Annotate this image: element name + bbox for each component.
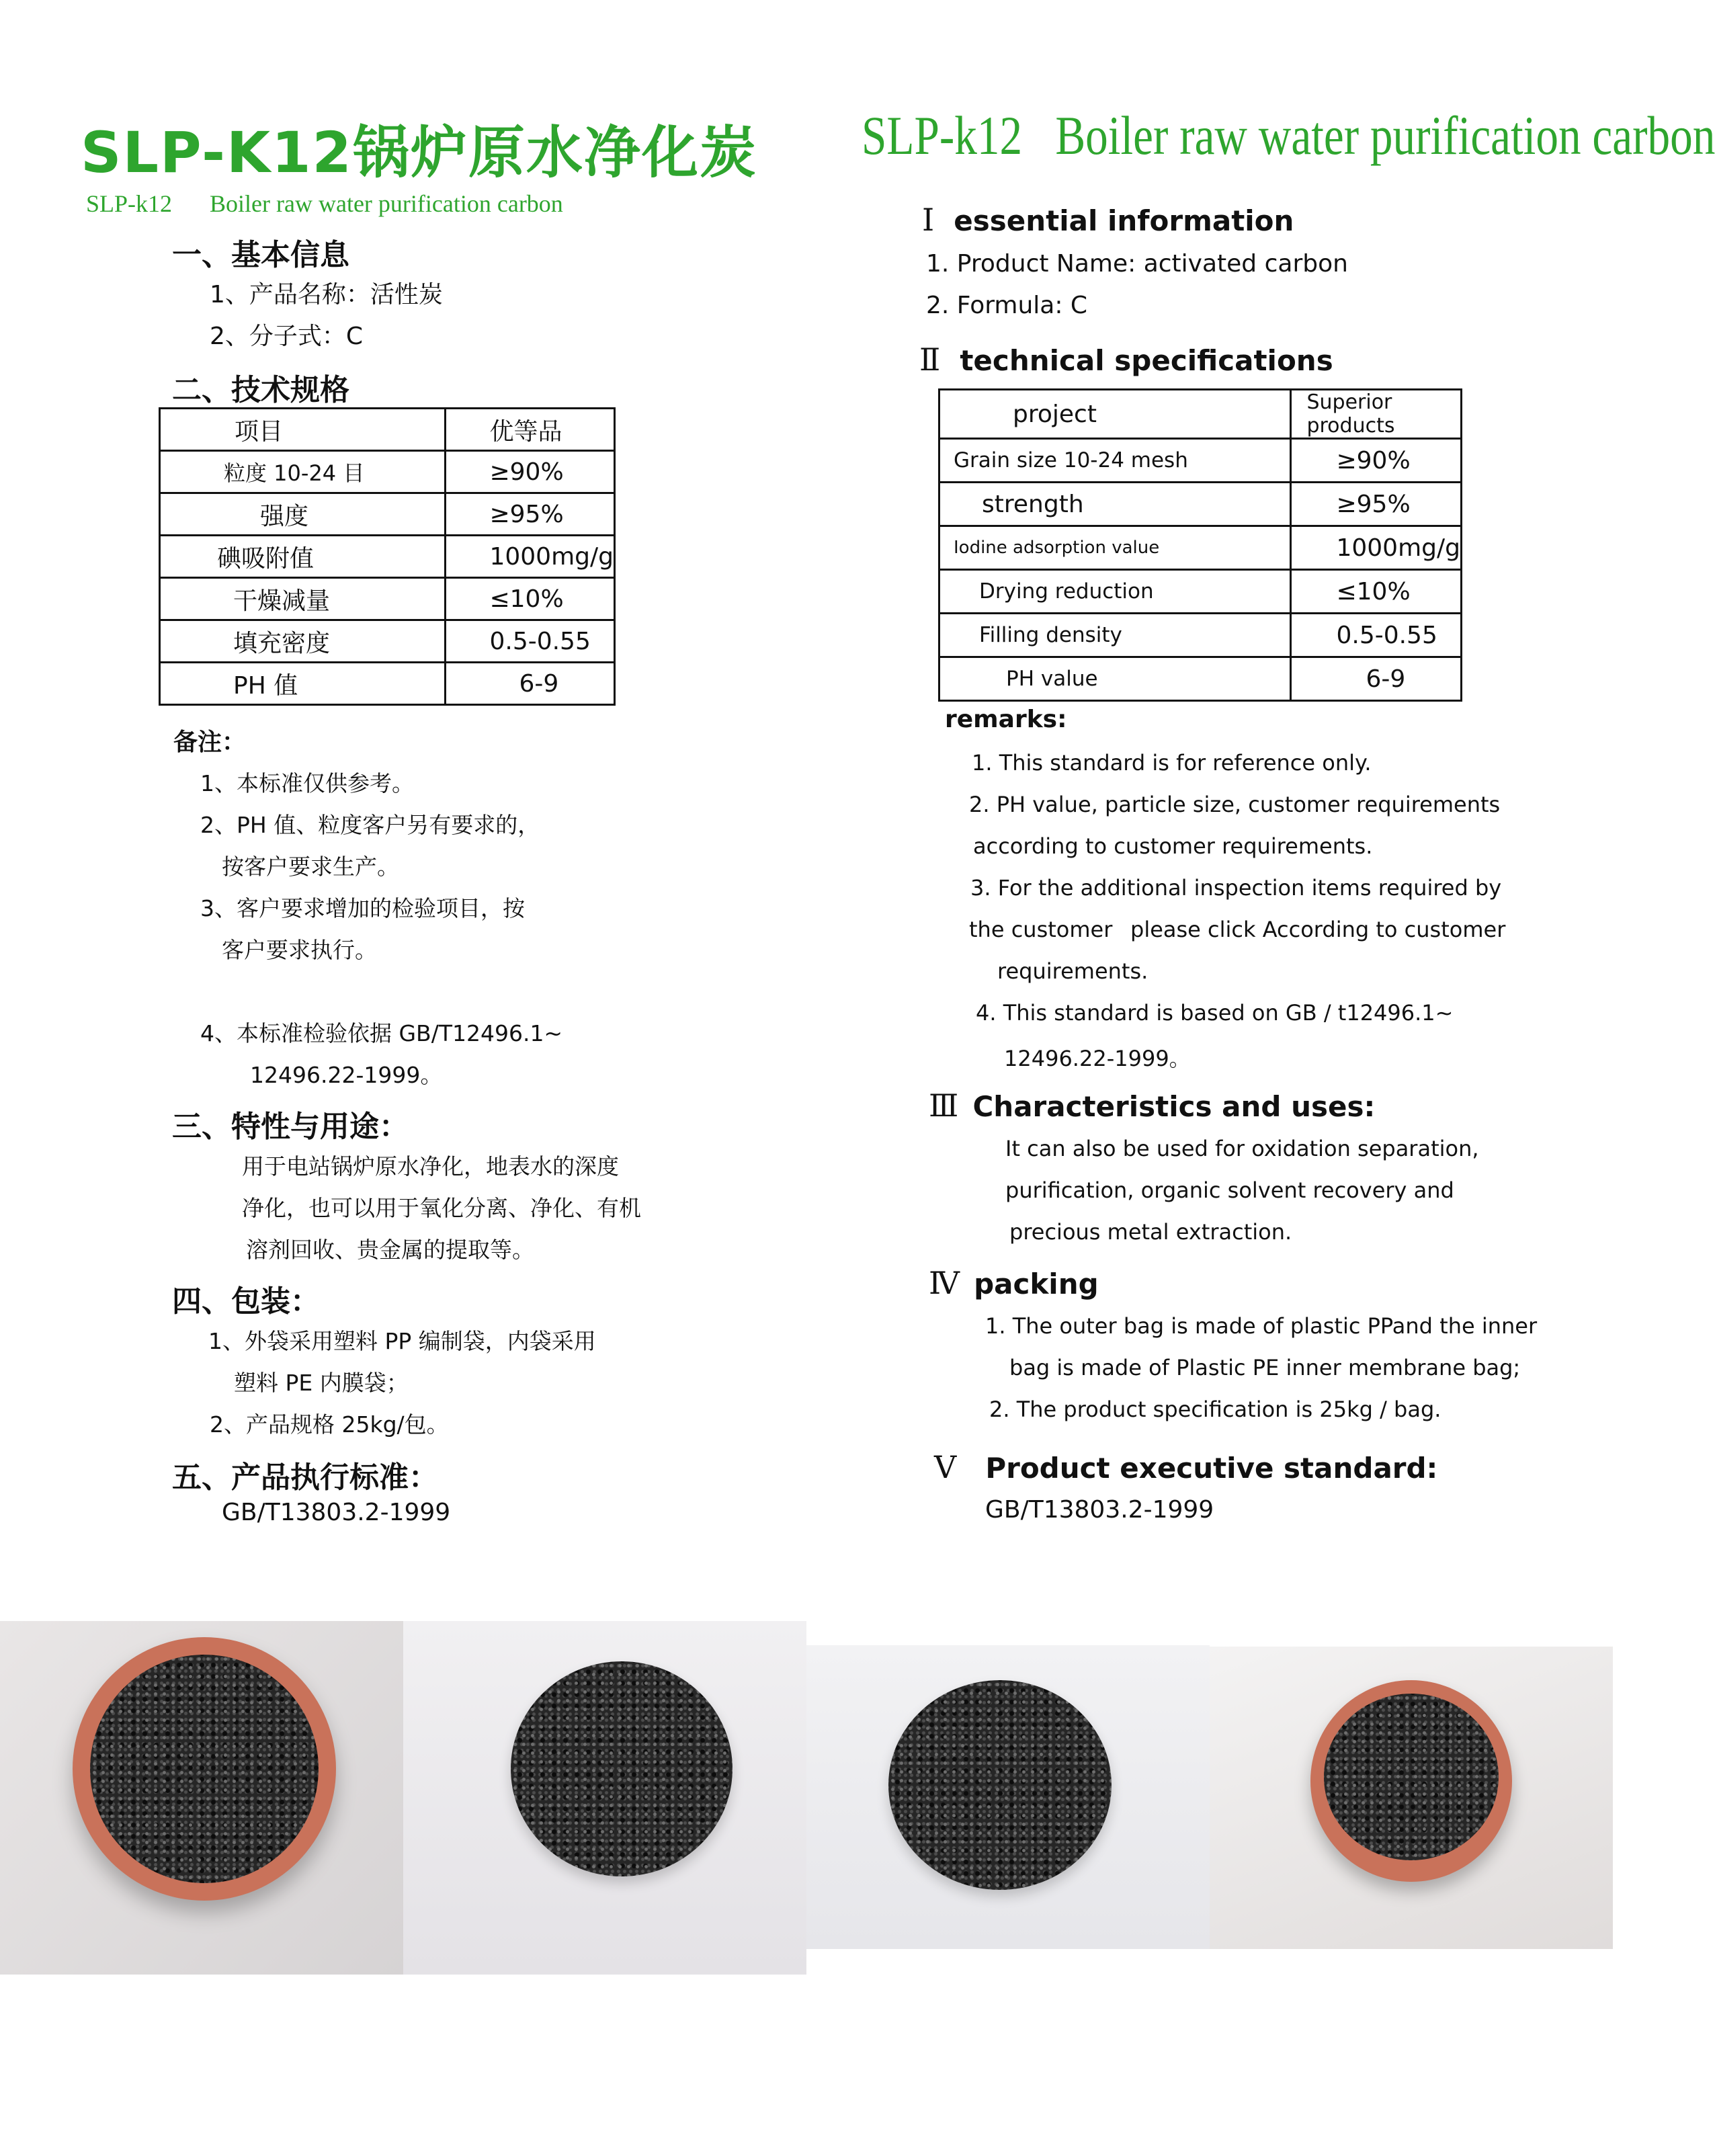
roman-numeral: Ⅴ xyxy=(934,1450,957,1485)
table-cell: 6-9 xyxy=(1291,657,1462,701)
table-row xyxy=(160,493,615,536)
table-row xyxy=(939,526,1462,570)
carbon-granules xyxy=(1324,1694,1499,1860)
table-cell: ≥95% xyxy=(446,493,615,536)
cn-s4-heading: 四、包装： xyxy=(172,1284,320,1319)
cn-subtitle-code: SLP-k12 xyxy=(86,190,173,217)
cn-remark-line: 4、本标准检验依据 GB/T12496.1~ xyxy=(200,1020,563,1046)
en-s1-heading: essential information xyxy=(954,204,1294,237)
en-remark-line: requirements. xyxy=(997,958,1148,984)
table-cell: project xyxy=(939,390,1291,439)
roman-numeral: Ⅲ xyxy=(929,1089,959,1123)
table-cell: 1000mg/g xyxy=(1291,526,1462,570)
en-s3-heading: Characteristics and uses: xyxy=(972,1090,1376,1123)
cn-s1-item: 2、分子式：C xyxy=(210,323,364,350)
en-title xyxy=(862,104,1715,167)
table-cell: 填充密度 xyxy=(160,620,446,663)
table-cell: ≤10% xyxy=(1291,570,1462,614)
table-row xyxy=(939,439,1462,483)
table-cell: ≥90% xyxy=(1291,439,1462,483)
en-s4-header xyxy=(929,1265,1099,1301)
table-cell: 0.5-0.55 xyxy=(446,620,615,663)
table-row xyxy=(939,390,1462,439)
en-remarks-heading: remarks: xyxy=(945,706,1067,733)
en-s1-header xyxy=(922,202,1294,238)
table-cell: Filling density xyxy=(939,614,1291,657)
table-cell: Grain size 10-24 mesh xyxy=(939,439,1291,483)
carbon-granules xyxy=(511,1661,733,1876)
roman-numeral: Ⅱ xyxy=(919,343,941,377)
en-s4-line: 1. The outer bag is made of plastic PPand the inner xyxy=(985,1313,1538,1339)
cn-spec-table xyxy=(159,407,616,706)
table-row xyxy=(160,451,615,493)
carbon-granules xyxy=(888,1680,1112,1890)
table-cell: 优等品 xyxy=(446,409,615,451)
en-remark-line: 4. This standard is based on GB / t12496.1~ xyxy=(976,1000,1454,1026)
cn-subtitle xyxy=(86,190,563,218)
cn-s3-line: 净化，也可以用于氧化分离、净化、有机 xyxy=(242,1195,641,1221)
table-cell: Superior products xyxy=(1291,390,1462,439)
table-cell: 1000mg/g xyxy=(446,536,615,578)
cn-s3-heading: 三、特性与用途： xyxy=(172,1110,409,1144)
en-s3-line: It can also be used for oxidation separation, xyxy=(1005,1136,1479,1161)
en-title-code: SLP-k12 xyxy=(862,105,1023,166)
table-row xyxy=(939,570,1462,614)
table-row xyxy=(160,409,615,451)
en-remark-line: the customer xyxy=(969,917,1113,942)
en-s1-item: 1. Product Name: activated carbon xyxy=(926,250,1348,278)
en-remark-line: 12496.22-1999。 xyxy=(1004,1046,1191,1071)
en-s1-item: 2. Formula: C xyxy=(926,292,1088,319)
en-s5-heading: Product executive standard: xyxy=(985,1452,1438,1485)
en-s4-line: bag is made of Plastic PE inner membrane bag; xyxy=(1009,1355,1521,1380)
table-cell: 6-9 xyxy=(446,663,615,705)
table-cell: 碘吸附值 xyxy=(160,536,446,578)
en-remark-line: please click According to customer xyxy=(1130,917,1506,942)
roman-numeral: Ⅰ xyxy=(922,203,935,237)
cn-title: SLP-K12锅炉原水净化炭 xyxy=(81,120,757,185)
carbon-granules xyxy=(90,1655,319,1883)
cn-s1-item: 1、产品名称：活性炭 xyxy=(210,281,443,308)
cn-s3-line: 用于电站锅炉原水净化，地表水的深度 xyxy=(242,1153,619,1179)
product-photo-pile xyxy=(403,1621,806,1975)
cn-s1-heading: 一、基本信息 xyxy=(172,238,349,272)
table-row xyxy=(160,578,615,620)
table-cell: 项目 xyxy=(160,409,446,451)
en-remark-line: 3. For the additional inspection items required by xyxy=(970,875,1502,901)
en-s5-value: GB/T13803.2-1999 xyxy=(985,1496,1214,1524)
cn-s5-heading: 五、产品执行标准： xyxy=(172,1460,438,1495)
en-title-text: Boiler raw water purification carbon xyxy=(1055,105,1715,166)
table-cell: ≤10% xyxy=(446,578,615,620)
en-s5-header xyxy=(934,1449,1437,1485)
cn-subtitle-text: Boiler raw water purification carbon xyxy=(210,190,563,217)
cn-remark-line: 3、客户要求增加的检验项目，按 xyxy=(200,895,525,921)
table-cell: ≥90% xyxy=(446,451,615,493)
en-s3-header xyxy=(929,1087,1375,1124)
en-remark-line: 2. PH value, particle size, customer requirements xyxy=(969,792,1501,817)
table-cell: 粒度 10-24 目 xyxy=(160,451,446,493)
en-s3-line: purification, organic solvent recovery and xyxy=(1005,1177,1454,1203)
cn-s2-heading: 二、技术规格 xyxy=(172,373,349,407)
table-row xyxy=(939,614,1462,657)
en-s2-heading: technical specifications xyxy=(960,344,1333,377)
product-photo-bowl xyxy=(1210,1647,1613,1949)
en-s3-line: precious metal extraction. xyxy=(1009,1219,1292,1245)
cn-remark-line: 2、PH 值、粒度客户另有要求的， xyxy=(200,812,540,838)
cn-remark-line: 12496.22-1999。 xyxy=(250,1062,443,1088)
table-row xyxy=(160,663,615,705)
table-cell: Iodine adsorption value xyxy=(939,526,1291,570)
cn-s3-line: 溶剂回收、贵金属的提取等。 xyxy=(246,1237,534,1263)
table-cell: 0.5-0.55 xyxy=(1291,614,1462,657)
table-row xyxy=(939,657,1462,701)
en-s4-line: 2. The product specification is 25kg / bag. xyxy=(989,1397,1441,1422)
roman-numeral: Ⅳ xyxy=(929,1266,960,1300)
table-row xyxy=(160,620,615,663)
product-photo-pile xyxy=(806,1645,1210,1949)
table-cell: ≥95% xyxy=(1291,483,1462,526)
table-cell: 强度 xyxy=(160,493,446,536)
en-s2-header xyxy=(919,341,1333,378)
table-cell: Drying reduction xyxy=(939,570,1291,614)
table-cell: strength xyxy=(939,483,1291,526)
cn-s4-line: 2、产品规格 25kg/包。 xyxy=(210,1411,449,1438)
table-row xyxy=(160,536,615,578)
cn-s4-line: 塑料 PE 内膜袋； xyxy=(234,1370,409,1396)
table-cell: 干燥减量 xyxy=(160,578,446,620)
en-s4-heading: packing xyxy=(974,1268,1099,1300)
cn-remark-line: 客户要求执行。 xyxy=(222,937,377,963)
cn-s5-value: GB/T13803.2-1999 xyxy=(222,1499,451,1526)
cn-remark-line: 1、本标准仅供参考。 xyxy=(200,770,414,796)
en-remark-line: 1. This standard is for reference only. xyxy=(972,750,1372,776)
table-cell: PH 值 xyxy=(160,663,446,705)
cn-remarks-heading: 备注： xyxy=(173,729,247,756)
en-remark-line: according to customer requirements. xyxy=(973,833,1373,859)
en-spec-table xyxy=(938,388,1462,702)
product-photo-bowl xyxy=(0,1621,403,1975)
table-row xyxy=(939,483,1462,526)
table-cell: PH value xyxy=(939,657,1291,701)
cn-remark-line: 按客户要求生产。 xyxy=(222,854,399,880)
cn-s4-line: 1、外袋采用塑料 PP 编制袋，内袋采用 xyxy=(208,1328,596,1354)
